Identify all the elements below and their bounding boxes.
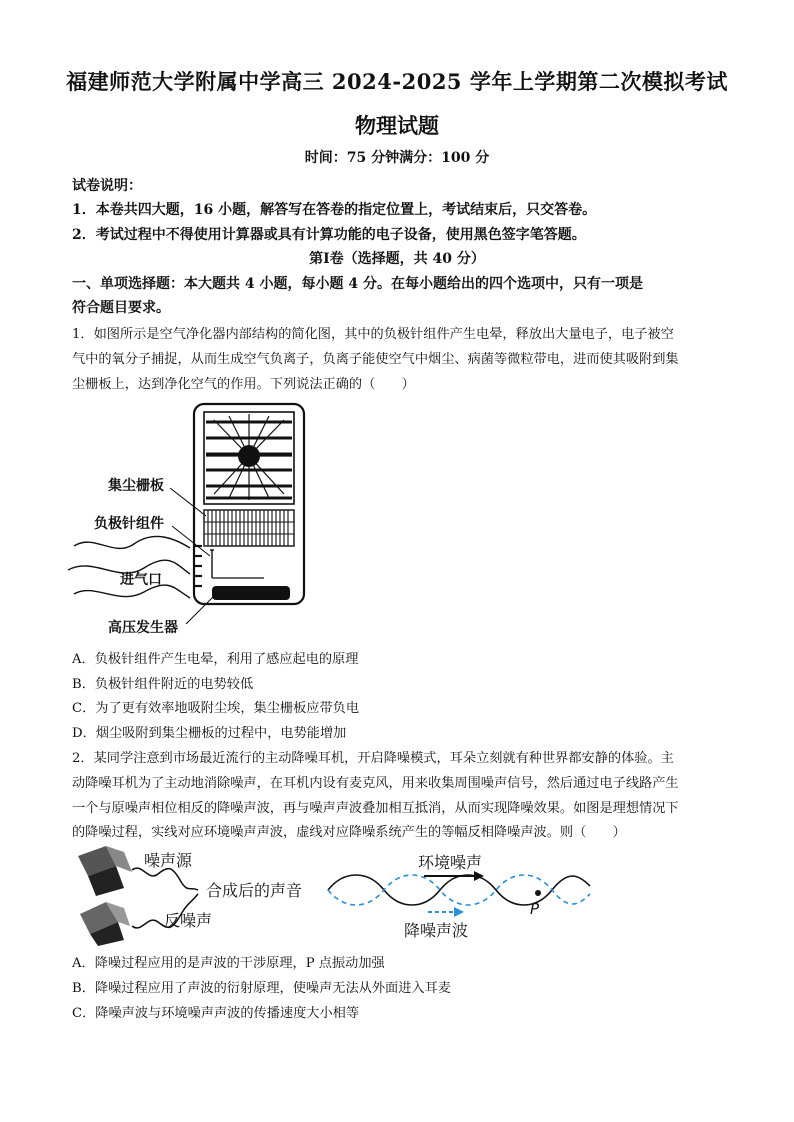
point-p-marker [535,890,541,896]
noise-cancel-figure [72,842,612,946]
instruction-item: 1．本卷共四大题，16 小题，解答写在答卷的指定位置上，考试结束后，只交答卷。 [72,202,597,218]
label-env-noise: 环境噪声 [418,853,483,872]
question-2-text: 2．某同学注意到市场最近流行的主动降噪耳机，开启降噪模式，耳朵立刻就有种世界都安静的体验。主 [72,751,674,766]
label-cancel-wave: 降噪声波 [404,921,469,940]
anti-noise-source-icon [80,902,130,946]
question-2-text: 一个与原噪声相位相反的降噪声波，再与噪声声波叠加相互抵消，从而实现降噪效果。如图是理想情况下 [72,801,679,816]
option-c: C．为了更有效率地吸附尘埃，集尘栅板应带负电 [72,701,360,716]
option-c: C．降噪声波与环境噪声声波的传播速度大小相等 [72,1006,360,1021]
question-1-text: 1．如图所示是空气净化器内部结构的简化图，其中的负极针组件产生电晕，释放出大量电子，电子被空 [72,327,674,342]
anti-noise-wave [328,875,590,905]
option-d: D．烟尘吸附到集尘栅板的过程中，电势能增加 [72,726,347,741]
noise-source-icon [78,846,132,896]
section-heading: 一、单项选择题：本大题共 4 小题，每小题 4 分。在每小题给出的四个选项中，只有一项是 [72,276,643,292]
section-heading: 符合题目要求。 [72,300,170,316]
question-1-text: 气中的氧分子捕捉，从而生成空气负离子，负离子能使空气中烟尘、病菌等微粒带电，进而使其吸附到集 [72,352,679,367]
exam-title: 福建师范大学附属中学高三 2024-2025 学年上学期第二次模拟考试 [66,69,728,94]
label-air-in: 进气口 [120,572,162,588]
question-2-text: 的降噪过程，实线对应环境噪声声波，虚线对应降噪系统产生的等幅反相降噪声波。则（ ） [72,825,626,840]
question-2-text: 动降噪耳机为了主动地消除噪声，在耳机内设有麦克风，用来收集周围噪声信号，然后通过电子线路产生 [72,776,679,791]
air-purifier-figure [64,398,314,643]
question-1-text: 尘栅板上，达到净化空气的作用。下列说法正确的（ ） [72,377,415,392]
option-a: A．负极针组件产生电晕，利用了感应起电的原理 [72,652,359,667]
label-hv-gen: 高压发生器 [108,620,178,636]
option-a: A．降噪过程应用的是声波的干涉原理，P 点振动加强 [72,956,385,971]
label-neg-needle: 负极针组件 [94,516,164,532]
label-anti-noise: 反噪声 [164,911,213,930]
part-title: 第Ⅰ卷（选择题，共 40 分） [309,251,485,267]
option-b: B．负极针组件附近的电势较低 [72,677,254,692]
label-combined-sound: 合成后的声音 [206,881,303,900]
exam-time-info: 时间：75 分钟满分：100 分 [304,150,490,166]
label-dust-grid: 集尘栅板 [108,478,164,494]
instruction-item: 2．考试过程中不得使用计算器或具有计算功能的电子设备，使用黑色签字笔答题。 [72,227,586,243]
instructions-heading: 试卷说明： [72,178,142,194]
option-b: B．降噪过程应用了声波的衍射原理，使噪声无法从外面进入耳麦 [72,981,451,996]
label-point-p: P [530,900,540,918]
exam-subject: 物理试题 [355,113,439,138]
environment-noise-wave [328,875,590,905]
label-noise-source: 噪声源 [144,851,193,870]
